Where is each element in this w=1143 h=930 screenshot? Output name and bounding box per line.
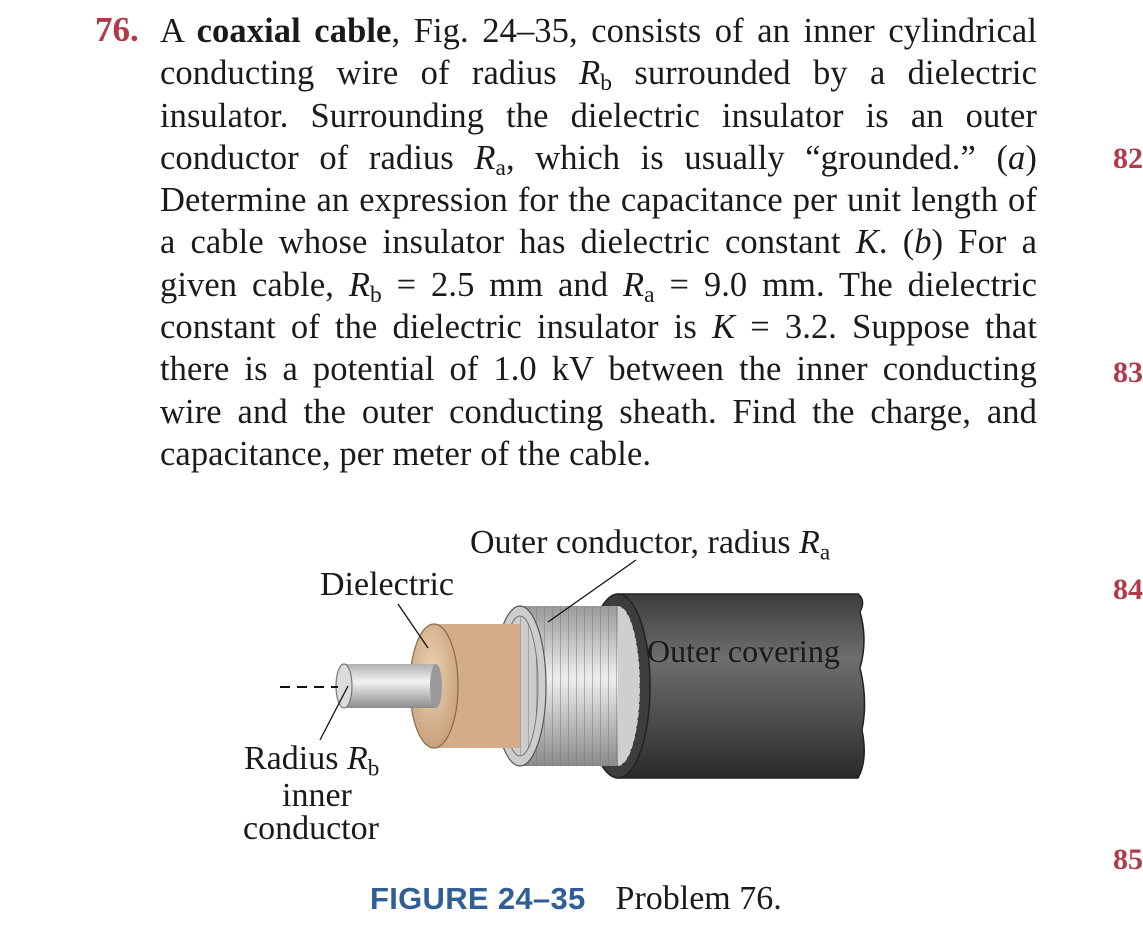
leader-radius (320, 686, 348, 740)
figure-caption (370, 880, 782, 918)
label-text: Outer conductor, radius (470, 524, 800, 561)
side-problem-number: 84 (1113, 573, 1143, 606)
text-run: ) Determine an expression for the capacitance per unit length of a cable whose insulator has dielectric constant (160, 138, 1037, 262)
text-run: surrounded by a dielectric insulator. Surrounding the dielectric insulator is an outer conductor of radius (160, 54, 1038, 177)
side-problem-number: 85 (1113, 843, 1143, 876)
inner-conductor-wire (336, 664, 442, 708)
outer-covering (586, 594, 865, 778)
part-b-label: b (914, 223, 932, 262)
text-run: , which is usually “grounded.” ( (506, 138, 1009, 177)
symbol-R: R (799, 524, 820, 561)
symbol-R: R (346, 740, 368, 777)
side-problem-number: 83 (1113, 356, 1143, 389)
text-run: , Fig. 24–35, consists of an inner cylindrical conducting wire of radius (160, 12, 1038, 93)
subscript-b: b (370, 281, 382, 308)
subscript-b: b (367, 755, 380, 782)
text-run: ) For a given cable, (160, 223, 1037, 304)
subscript-b: b (600, 70, 613, 97)
subscript-a: a (644, 281, 655, 308)
label-dielectric: Dielectric (320, 566, 455, 603)
part-a-label: a (1008, 138, 1026, 177)
symbol-K: K (711, 308, 736, 347)
term-coaxial-cable: coaxial cable (196, 12, 392, 50)
figure-title: Problem 76. (615, 880, 782, 917)
text-run: = 3.2. Suppose that there is a potential of 1.0 kV between the inner conducting wire and the outer conducting sheath. Find the charge, and capacitance, per meter of the cable. (160, 308, 1038, 473)
leader-dielectric (398, 604, 428, 648)
problem-number: 76. (95, 10, 139, 49)
text-run: = 9.0 mm. The dielectric constant of the dielectric insulator is (160, 265, 1037, 347)
label-text: Radius (244, 740, 347, 777)
figure-label: FIGURE 24–35 (370, 881, 586, 916)
symbol-K: K (855, 223, 879, 262)
subscript-a: a (495, 154, 507, 181)
symbol-R: R (622, 265, 645, 304)
symbol-R: R (348, 265, 370, 304)
label-outer-covering: Outer covering (647, 633, 840, 669)
text-run: = 2.5 mm and (381, 265, 623, 304)
text-run: . ( (878, 223, 915, 262)
symbol-R: R (579, 54, 601, 93)
symbol-R: R (474, 138, 496, 177)
label-outer-conductor (470, 524, 831, 566)
side-problem-number: 82 (1113, 142, 1143, 175)
label-radius (244, 740, 380, 782)
label-conductor: conductor (243, 810, 379, 847)
label-inner: inner (282, 777, 352, 814)
text-run: A (160, 12, 197, 50)
subscript-a: a (819, 539, 831, 566)
